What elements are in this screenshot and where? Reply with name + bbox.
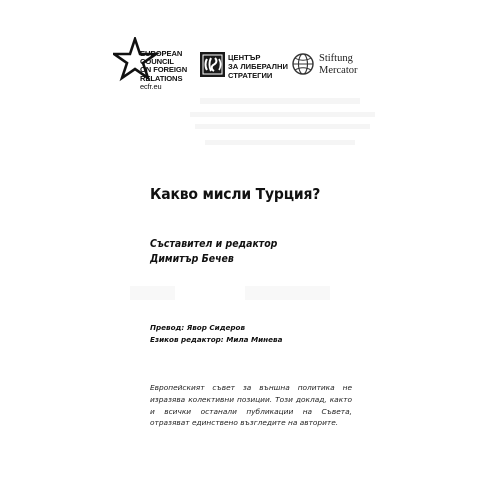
translation-credit: [150, 322, 282, 334]
ecfr-line: ON FOREIGN: [140, 65, 188, 75]
language-editor-label: Езиков редактор:: [150, 334, 224, 344]
cls-wordmark: [228, 53, 288, 80]
cls-line: ЗА ЛИБЕРАЛНИ: [228, 62, 288, 71]
translation-label: Превод:: [150, 323, 185, 332]
cls-logo-mark: [200, 52, 225, 77]
compiler-name: Димитър Бечев: [150, 253, 234, 265]
ecfr-line: EUROPEAN: [140, 49, 183, 58]
ecfr-line: RELATIONS: [140, 73, 183, 83]
mercator-logo-mark: [292, 53, 314, 75]
ecfr-logo: [113, 37, 193, 97]
cls-line: ЦЕНТЪР: [228, 53, 261, 62]
stiftung-line: Stiftung: [319, 53, 353, 64]
compiler-role: Съставител и редактор: [150, 239, 278, 250]
cls-line: СТРАТЕГИИ: [228, 71, 273, 80]
disclaimer-text: Европейският съвет за външна политика не изразява колективни позиции. Този доклад, както и всички останали публикации на Съвета, отразяват единствено възгледите на авторите.: [150, 383, 352, 428]
translation-name: Явор Сидеров: [186, 323, 246, 332]
bleed-through-mark: [190, 112, 375, 117]
cls-logo: [200, 52, 295, 84]
credits: [150, 322, 282, 345]
language-editor-credit: [150, 334, 282, 346]
book-title: Какво мисли Турция?: [150, 185, 321, 203]
ecfr-url: ecfr.eu: [140, 81, 162, 91]
bleed-through-mark: [130, 286, 175, 300]
bleed-through-mark: [245, 286, 330, 300]
compiler-block: [150, 238, 277, 267]
bleed-through-mark: [205, 140, 355, 145]
stiftung-wordmark: [319, 53, 357, 76]
bleed-through-mark: [200, 98, 360, 104]
stiftung-line: Mercator: [319, 64, 358, 76]
stiftung-mercator-logo: [292, 51, 382, 81]
language-editor-name: Мила Минева: [226, 334, 283, 344]
ecfr-line: COUNCIL: [140, 57, 174, 67]
bleed-through-mark: [195, 124, 370, 129]
ecfr-wordmark: [140, 50, 187, 91]
